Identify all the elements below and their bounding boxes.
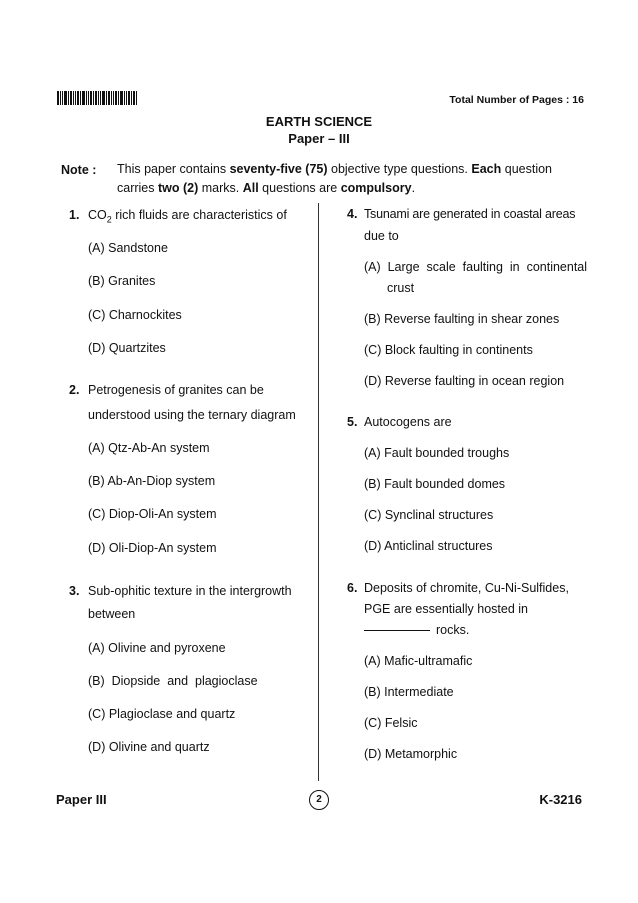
question-number: 4. (347, 207, 358, 221)
option-b[interactable]: (B) Diopside and plagioclase (88, 674, 258, 688)
question-text-line-1: Tsunami are generated in coastal areas (364, 207, 576, 221)
option-c[interactable]: (C) Block faulting in continents (364, 343, 533, 357)
question-text: Autocogens are (364, 415, 452, 429)
option-a-continued[interactable]: crust (387, 281, 415, 295)
option-d[interactable]: (D) Reverse faulting in ocean region (364, 374, 565, 388)
note-label: Note : (61, 163, 97, 177)
question-number: 5. (347, 415, 358, 429)
question-number: 2. (69, 383, 80, 397)
option-c[interactable]: (C) Diop-Oli-An system (88, 507, 217, 521)
page-number: 2 (309, 790, 329, 810)
question-text-line-3: rocks. (364, 620, 469, 641)
option-b[interactable]: (B) Reverse faulting in shear zones (364, 312, 560, 326)
option-a[interactable]: (A) Large scale faulting in continental (364, 260, 588, 274)
option-c[interactable]: (C) Synclinal structures (364, 508, 494, 522)
question-text-line-1: Sub-ophitic texture in the intergrowth (88, 584, 292, 598)
column-divider (318, 203, 319, 781)
option-b[interactable]: (B) Intermediate (364, 685, 454, 699)
option-b[interactable]: (B) Granites (88, 274, 156, 288)
footer-code: K-3216 (539, 792, 582, 807)
question-text-line-1: Deposits of chromite, Cu-Ni-Sulfides, (364, 581, 569, 595)
option-c[interactable]: (C) Charnockites (88, 308, 182, 322)
question-text: $CO_2$ rich fluids are characteristics of (88, 208, 287, 225)
paper-title: Paper – III (288, 131, 350, 146)
question-number: 3. (69, 584, 80, 598)
subject-title: EARTH SCIENCE (265, 114, 373, 129)
question-number: 1. (69, 208, 80, 222)
barcode (57, 91, 141, 105)
option-a[interactable]: (A) Qtz-Ab-An system (88, 441, 210, 455)
question-text-line-2: PGE are essentially hosted in (364, 602, 528, 616)
option-c[interactable]: (C) Felsic (364, 716, 418, 730)
option-d[interactable]: (D) Oli-Diop-An system (88, 541, 217, 555)
question-text-line-2: understood using the ternary diagram (88, 408, 296, 422)
option-d[interactable]: (D) Metamorphic (364, 747, 458, 761)
option-b[interactable]: (B) Ab-An-Diop system (88, 474, 216, 488)
note-text: This paper contains seventy-five (75) objective type questions. Each question carries two (2) marks. All questions are compulsory. (117, 162, 552, 195)
option-a[interactable]: (A) Olivine and pyroxene (88, 641, 226, 655)
question-text-line-2: between (88, 607, 136, 621)
fill-blank (364, 630, 430, 631)
option-d[interactable]: (D) Anticlinal structures (364, 539, 493, 553)
question-text-line-1: Petrogenesis of granites can be (88, 383, 264, 397)
option-a[interactable]: (A) Sandstone (88, 241, 168, 255)
question-number: 6. (347, 581, 358, 595)
option-a[interactable]: (A) Mafic-ultramafic (364, 654, 473, 668)
option-d[interactable]: (D) Olivine and quartz (88, 740, 210, 754)
question-text-line-2: due to (364, 229, 399, 243)
option-c[interactable]: (C) Plagioclase and quartz (88, 707, 236, 721)
option-d[interactable]: (D) Quartzites (88, 341, 166, 355)
option-a[interactable]: (A) Fault bounded troughs (364, 446, 510, 460)
option-b[interactable]: (B) Fault bounded domes (364, 477, 506, 491)
total-pages: Total Number of Pages : 16 (449, 94, 584, 106)
footer-paper: Paper III (56, 792, 107, 807)
